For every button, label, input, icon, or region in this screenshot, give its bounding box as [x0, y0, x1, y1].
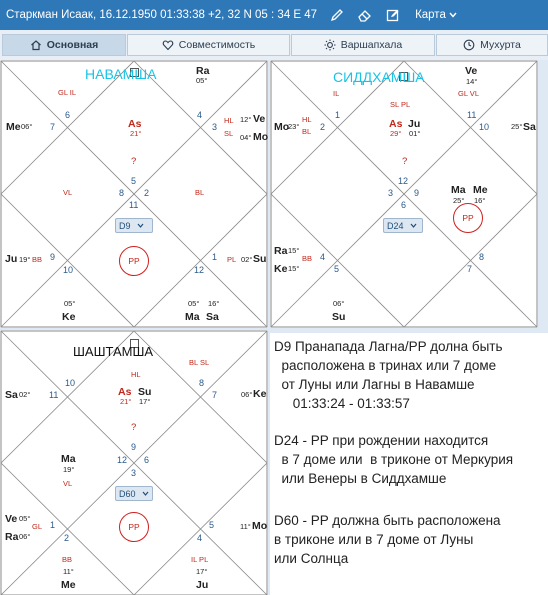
- note-d9: D9 Пранапада Лагна/PP долна быть расположена в тринах или 7 доме от Луны или Лагны в Навамше 01:33:24 - 01:33:57: [274, 339, 503, 411]
- sha-me: Me: [61, 579, 76, 591]
- sid-house-11: 11: [467, 110, 477, 120]
- nav-house-1: 1: [212, 252, 218, 262]
- sha-house-5: 5: [209, 520, 215, 530]
- nav-house-4: 4: [197, 110, 203, 120]
- nav-pl: PL: [227, 255, 237, 264]
- nav-house-3: 3: [212, 122, 218, 132]
- navamsha-division-value: D9: [119, 220, 131, 231]
- sid-me-deg: 16°: [474, 196, 486, 205]
- sid-ke: Ke: [274, 263, 288, 275]
- siddhamsha-division-value: D24: [387, 220, 404, 231]
- notes-panel: [270, 333, 548, 595]
- heart-icon: [162, 39, 174, 51]
- navamsha-chart: [0, 60, 268, 328]
- sha-ke-deg: 06°: [241, 390, 253, 399]
- sid-house-5: 5: [334, 264, 340, 274]
- chevron-down-icon: [449, 12, 457, 18]
- sha-mo-deg: 11°: [240, 522, 251, 531]
- nav-ma-deg: 05°: [188, 299, 200, 308]
- shashtamsha-title: ШАШТАМША: [73, 344, 154, 359]
- sha-me-deg: 11°: [63, 567, 74, 576]
- sha-ra: Ra: [5, 531, 19, 543]
- nav-sl: SL: [224, 129, 234, 138]
- nav-bl: BL: [195, 188, 205, 197]
- nav-as-deg: 21°: [130, 129, 142, 138]
- sid-house-12: 12: [398, 176, 409, 186]
- sun-icon: [324, 39, 336, 51]
- nav-unknown: ?: [131, 156, 137, 167]
- siddhamsha-pp-marker: [453, 203, 483, 233]
- sid-ju: Ju: [408, 118, 421, 130]
- sid-ra-deg: 15°: [288, 246, 300, 255]
- chevron-down-icon: [410, 223, 417, 228]
- sha-hl: HL: [131, 370, 141, 379]
- tab-main[interactable]: [2, 34, 126, 56]
- nav-su: Su: [253, 253, 267, 265]
- nav-mo-deg: 04°: [240, 133, 252, 142]
- sha-ma: Ma: [61, 453, 76, 465]
- nav-ra: Ra: [196, 65, 210, 77]
- sha-sa: Sa: [5, 389, 18, 401]
- sid-me: Me: [473, 184, 488, 196]
- sha-house-3: 3: [131, 468, 137, 478]
- sid-hl: HL: [302, 115, 312, 124]
- sha-sa-deg: 02°: [19, 390, 31, 399]
- sha-ju-deg: 17°: [196, 567, 208, 576]
- nav-as: As: [128, 118, 142, 130]
- sha-vl: VL: [63, 479, 73, 488]
- sid-house-4: 4: [320, 252, 326, 262]
- chevron-down-icon: [137, 223, 144, 228]
- sid-ra: Ra: [274, 245, 288, 257]
- nav-house-5: 5: [131, 176, 137, 186]
- sha-ke: Ke: [253, 388, 267, 400]
- sha-ma-deg: 19°: [63, 465, 75, 474]
- tab-varshaphala-label: Варшапхала: [340, 39, 403, 51]
- nav-gl-il: GL IL: [58, 88, 77, 97]
- shashtamsha-chart: [0, 330, 268, 595]
- sid-unknown: ?: [402, 156, 408, 167]
- nav-house-7: 7: [50, 122, 56, 132]
- chart-menu-label: Карта: [415, 9, 446, 21]
- sid-bb: BB: [302, 254, 313, 263]
- sha-unknown: ?: [131, 422, 137, 433]
- sha-house-4: 4: [197, 533, 203, 543]
- sid-house-9: 9: [414, 188, 420, 198]
- tab-compatibility[interactable]: [127, 34, 290, 56]
- nav-sa: Sa: [206, 311, 219, 323]
- sid-sl-pl: SL PL: [390, 100, 411, 109]
- shashtamsha-pp-label: PP: [128, 522, 140, 532]
- nav-mo: Mo: [253, 131, 269, 143]
- navamsha-division-select[interactable]: [115, 218, 153, 233]
- eraser-icon[interactable]: [357, 7, 373, 23]
- sha-su: Su: [138, 386, 152, 398]
- sid-as-deg: 29°: [390, 129, 402, 138]
- sha-ve: Ve: [5, 513, 18, 525]
- nav-house-8: 8: [119, 188, 125, 198]
- tab-varshaphala[interactable]: [291, 34, 435, 56]
- nav-sa-deg: 16°: [208, 299, 220, 308]
- sha-house-12: 12: [117, 455, 128, 465]
- nav-vl: VL: [63, 188, 73, 197]
- sid-house-8: 8: [479, 252, 485, 262]
- sid-house-7: 7: [467, 264, 473, 274]
- nav-ju: Ju: [5, 253, 18, 265]
- tab-muhurta[interactable]: [436, 34, 548, 56]
- note-d60: D60 - PP должна быть расположена в триконе или в 7 доме от Луны или Солнца: [274, 513, 501, 566]
- navamsha-pp-label: PP: [128, 256, 140, 266]
- sha-house-8: 8: [199, 378, 205, 388]
- sha-house-10: 10: [65, 378, 76, 388]
- nav-ve: Ve: [253, 113, 266, 125]
- chevron-down-icon: [142, 491, 149, 496]
- nav-ke: Ke: [62, 311, 76, 323]
- nav-house-11: 11: [129, 200, 139, 210]
- chart-title: Старкман Исаак, 16.12.1950 01:33:38 +2, 32 N 05 : 34 E 47: [6, 9, 318, 21]
- tab-bar: [0, 30, 548, 60]
- home-icon: [30, 39, 42, 51]
- sha-il-pl: IL PL: [191, 555, 209, 564]
- sha-bb: BB: [62, 555, 73, 564]
- sid-su: Su: [332, 311, 346, 323]
- sha-house-6: 6: [144, 455, 150, 465]
- nav-house-12: 12: [194, 265, 205, 275]
- sid-gl-vl: GL VL: [458, 89, 479, 98]
- navamsha-title: НАВАМША: [85, 66, 157, 82]
- sha-house-2: 2: [64, 533, 70, 543]
- nav-hl: HL: [224, 116, 234, 125]
- sha-house-11: 11: [49, 390, 59, 400]
- sid-house-3: 3: [388, 188, 394, 198]
- sha-su-deg: 17°: [139, 397, 151, 406]
- sid-ve-deg: 14°: [466, 77, 478, 86]
- siddhamsha-chart: [270, 60, 538, 328]
- sid-ma: Ma: [451, 184, 466, 196]
- sid-house-6: 6: [401, 200, 407, 210]
- edit-square-icon[interactable]: [385, 7, 401, 23]
- nav-su-deg: 02°: [241, 255, 253, 264]
- sha-ve-deg: 05°: [19, 514, 31, 523]
- sid-as: As: [389, 118, 403, 130]
- nav-me: Me: [6, 121, 21, 133]
- sid-su-deg: 06°: [333, 299, 345, 308]
- sha-as-deg: 21°: [120, 397, 132, 406]
- tab-compatibility-label: Совместимость: [178, 39, 256, 51]
- sid-sa: Sa: [523, 121, 536, 133]
- nav-ve-deg: 12°: [240, 115, 252, 124]
- nav-house-6: 6: [65, 110, 71, 120]
- sid-bl: BL: [302, 127, 312, 136]
- note-d24: D24 - PP при рождении находится в 7 доме или в триконе от Меркурия или Венеры в Сиддхамше: [274, 433, 514, 486]
- tab-main-label: Основная: [46, 39, 99, 51]
- sha-ra-deg: 06°: [19, 532, 31, 541]
- nav-house-9: 9: [50, 252, 56, 262]
- sid-ve: Ve: [465, 65, 478, 77]
- nav-house-2: 2: [144, 188, 150, 198]
- top-bar: [0, 0, 548, 30]
- nav-ra-deg: 05°: [196, 76, 208, 85]
- sha-house-1: 1: [50, 520, 56, 530]
- sid-ke-deg: 15°: [288, 264, 300, 273]
- nav-bb: BB: [32, 255, 43, 264]
- navamsha-grid: [0, 60, 268, 328]
- sid-mo: Mo: [274, 121, 290, 133]
- chart-menu[interactable]: [415, 9, 457, 21]
- nav-ju-deg: 19°: [19, 255, 31, 264]
- sid-ju-deg: 01°: [409, 129, 421, 138]
- sid-sa-deg: 25°: [511, 122, 523, 131]
- sid-ma-deg: 25°: [453, 196, 465, 205]
- navamsha-pp-marker: [119, 246, 149, 276]
- sha-as: As: [118, 386, 132, 398]
- tab-muhurta-label: Мухурта: [480, 39, 521, 51]
- sha-house-7: 7: [212, 390, 218, 400]
- pencil-icon[interactable]: [329, 7, 345, 23]
- sha-house-9: 9: [131, 442, 137, 452]
- siddhamsha-division-select[interactable]: [383, 218, 423, 233]
- sid-il: IL: [333, 89, 340, 98]
- siddhamsha-pp-label: PP: [462, 213, 474, 223]
- sid-mo-deg: 23°: [288, 122, 300, 131]
- nav-ma: Ma: [185, 311, 200, 323]
- nav-me-deg: 06°: [21, 122, 33, 131]
- sid-house-10: 10: [479, 122, 490, 132]
- sha-ju: Ju: [196, 579, 209, 591]
- sid-house-2: 2: [320, 122, 326, 132]
- sha-mo: Mo: [252, 520, 268, 532]
- siddhamsha-title: СИДДХАМША: [333, 69, 425, 85]
- sha-bl-sl: BL SL: [189, 358, 210, 367]
- shashtamsha-pp-marker: [119, 512, 149, 542]
- sid-house-1: 1: [335, 110, 341, 120]
- shashtamsha-division-select[interactable]: [115, 486, 153, 501]
- nav-house-10: 10: [63, 265, 74, 275]
- clock-icon: [463, 39, 475, 51]
- nav-ke-deg: 05°: [64, 299, 76, 308]
- shashtamsha-division-value: D60: [119, 488, 136, 499]
- sha-gl: GL: [32, 522, 43, 531]
